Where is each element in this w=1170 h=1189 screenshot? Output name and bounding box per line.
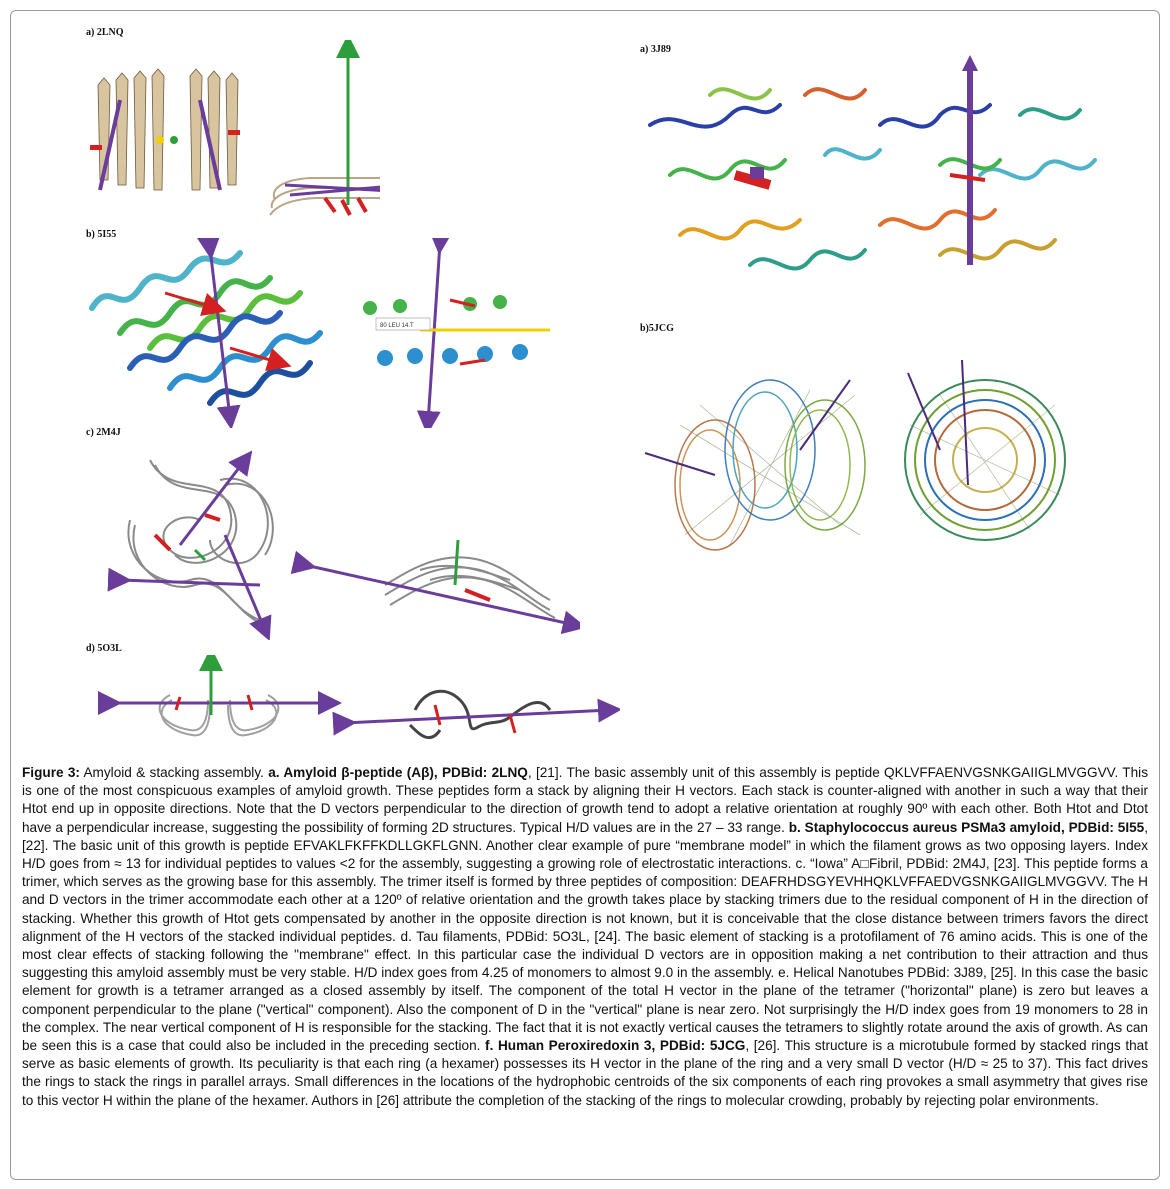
caption-f-heading: f. Human Peroxiredoxin 3, PDBid: 5JCG <box>485 1038 746 1054</box>
caption-a-text: , [21]. The basic assembly unit of this assembly is peptide QKLVFFAENVGSNKGAIIGLMVGGVV. This is one of the most conspicuous examples of amyloid growth. These peptides form a stack by aligning their H vectors. Each stack is counter-aligned with another in such a way that their Htot end up in opposite directions. Note that the D vectors perpendicular to the direction of growth tend to adopt a relative orientation at roughly 90º with each other. Both Htot and Dtot have a perpendicular increase, suggesting the possibility of forming 2D structures. Typical H/D values are in the 27 – 33 range. <box>22 765 1148 835</box>
structure-5jcg <box>640 335 1100 560</box>
structure-5i55 <box>80 238 560 428</box>
figure-label: Figure 3: <box>22 765 80 780</box>
panel-label-b-5i55: b) 5I55 <box>86 229 117 240</box>
residue-tag: 80 LEU 14.T <box>380 323 414 329</box>
panel-label-b-5jcg: b)5JCG <box>640 323 674 334</box>
structure-3j89 <box>640 55 1100 315</box>
caption-b-heading: b. Staphylococcus aureus PSMa3 amyloid, PDBid: 5I55 <box>788 819 1145 835</box>
structure-2m4j <box>80 440 580 640</box>
panel-label-a-3j89: a) 3J89 <box>640 44 671 55</box>
panel-label-a-2lnq: a) 2LNQ <box>86 27 124 38</box>
caption-a-heading: a. Amyloid β-peptide (Aβ), PDBid: 2LNQ <box>268 765 528 780</box>
structure-2lnq <box>80 40 380 230</box>
caption-f-text: , [26]. This structure is a microtubule formed by stacked rings that serve as basic elements of growth. Its peculiarity is that each ring (a hexamer) possesses its H vector in the plane of the ring and a very small D vector (H/D ≈ 25 to 37). This fact drives the rings to stack the rings in parallel arrays. Small differences in the locations of the hydrophobic centroids of the six components of each ring provokes a small asymmetry that gives rise to this vector H within the plane of the hexamer. Authors in [26] attribute the completion of the stacking of the rings to molecular crowding, probably by rejecting polar environments. <box>22 1038 1148 1108</box>
figure-title: Amyloid & stacking assembly. <box>79 765 269 780</box>
panel-label-d-5o3l: d) 5O3L <box>86 643 122 654</box>
caption-b-text: , [22]. The basic unit of this growth is peptide EFVAKLFKFFKDLLGKFLGNN. Another clear example of pure “membrane model” in which the filament grows as two opposing layers. Index H/D goes from ≈ 13 for individual peptides to values <2 for the assembly, suggesting a growing role of electrostatic interactions. c. “Iowa” A□Fibril, PDBid: 2M4J, [23]. This peptide forms a trimer, which serves as the growing base for this assembly. The trimer itself is formed by three peptides of composition: DEAFRHDSGYEVHHQKLVFFAEDVGSNKGAIIGLMVGGVV. The H and D vectors in the trimer accommodate each other at a 120º of relative orientation and the growth takes place by stacking trimers due to the residual component of H in the direction of stacking. Whether this growth of Htot gets compensated by another in the opposite direction is not known, but it is conceivable that the close distance between trimers favors the direct alignment of the H vectors of the stacked individual peptides. d. Tau filaments, PDBid: 5O3L, [24]. The basic element of stacking is a protofilament of 76 amino acids. This is one of the most clear effects of stacking following the "membrane" effect. In this particular case the individual D vectors are in opposition making a net contribution to their attraction and thus suggesting this amyloid assembly must be very stable. H/D index goes from 4.25 of monomers to almost 9.0 in the assembly. e. Helical Nanotubes PDBid: 3J89, [25]. In this case the basic element for growth is a tetramer arranged as a closed assembly by itself. The component of the total H vector in the plane of the tetramer ("horizontal" plane) is zero but leaves a component perpendicular to the plane ("vertical" component). Also the component of D in the "vertical" plane is near zero. Not surprisingly the H/D index goes from 19 monomers to 28 in the complex. The near vertical component of H is responsible for the stacking. The fact that it is not exactly vertical causes the tetramers to slightly rotate around the axis of growth. As can be seen this is a case that could also be included in the preceding section. <box>22 819 1148 1054</box>
panel-label-c-2m4j: c) 2M4J <box>86 427 121 438</box>
structure-5o3l <box>80 655 620 755</box>
figure-caption <box>22 764 1148 1110</box>
